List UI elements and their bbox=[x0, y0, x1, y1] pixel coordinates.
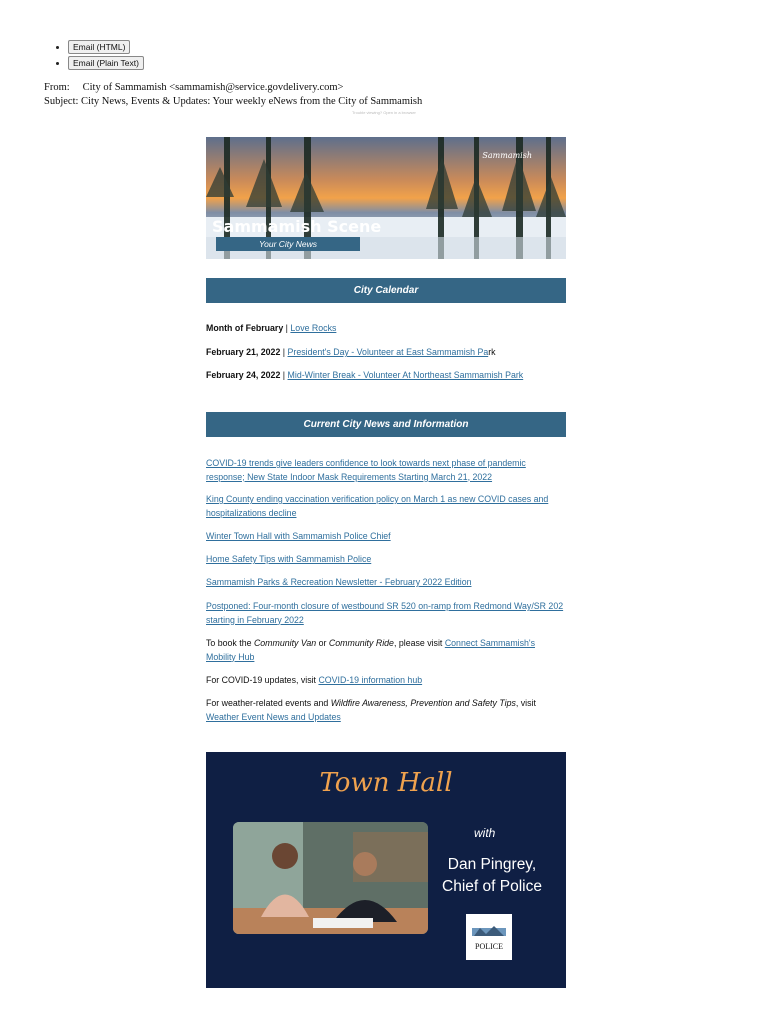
van-em: Community Ride bbox=[328, 638, 394, 648]
news-link[interactable]: King County ending vaccination verification policy on March 1 as new COVID cases and hospitalizations decline bbox=[206, 494, 549, 518]
weather-em: Wildfire Awareness, Prevention and Safety Tips bbox=[330, 698, 516, 708]
police-logo-icon bbox=[466, 914, 512, 960]
calendar-item: February 21, 2022 | President's Day - Volunteer at East Sammamish Park bbox=[206, 347, 496, 357]
covid-paragraph bbox=[206, 674, 566, 688]
news-link[interactable]: Home Safety Tips with Sammamish Police bbox=[206, 554, 372, 564]
news-link[interactable]: COVID-19 trends give leaders confidence to look towards next phase of pandemic response; New State Indoor Mask Requirements Starting March 21, 2022 bbox=[206, 458, 526, 482]
covid-text: For COVID-19 updates, visit bbox=[206, 675, 319, 685]
calendar-heading: City Calendar bbox=[206, 278, 566, 303]
police-badge bbox=[466, 914, 512, 960]
weather-text: For weather-related events and bbox=[206, 698, 331, 708]
van-em: Community Van bbox=[253, 638, 317, 648]
mobility-hub-link[interactable]: Connect Sammamish's Mobility Hub bbox=[206, 638, 535, 662]
subject-label: Subject: bbox=[44, 96, 79, 107]
calendar-date: Month of February bbox=[206, 323, 284, 333]
from-value: City of Sammamish <sammamish@service.govdelivery.com> bbox=[82, 82, 344, 93]
weather-link[interactable]: Weather Event News and Updates bbox=[206, 711, 341, 722]
calendar-date: February 21, 2022 bbox=[206, 347, 281, 357]
photo-image bbox=[233, 822, 428, 934]
calendar-date: February 24, 2022 bbox=[206, 370, 281, 380]
community-van-paragraph bbox=[206, 637, 566, 664]
from-label: From: bbox=[44, 82, 70, 93]
town-hall-graphic[interactable] bbox=[206, 752, 566, 988]
news-item bbox=[206, 576, 566, 590]
with-text: with bbox=[474, 826, 496, 840]
weather-text: , visit bbox=[515, 698, 536, 708]
banner-subtitle: Your City News bbox=[216, 237, 360, 251]
calendar-item: February 24, 2022 | Mid-Winter Break - Volunteer At Northeast Sammamish Park bbox=[206, 370, 524, 380]
news-item bbox=[206, 553, 566, 567]
news-link[interactable]: Sammamish Parks & Recreation Newsletter - February 2022 Edition bbox=[206, 577, 472, 587]
news-item bbox=[206, 600, 566, 627]
city-logo: Sammamish bbox=[482, 151, 532, 160]
calendar-link[interactable]: Love Rocks bbox=[290, 323, 337, 333]
news-item bbox=[206, 457, 566, 484]
van-text: , please visit bbox=[393, 638, 445, 648]
town-hall-photo bbox=[233, 822, 428, 934]
van-text: or bbox=[316, 638, 329, 648]
list-item bbox=[68, 40, 144, 54]
calendar-link[interactable]: President's Day - Volunteer at East Sammamish Pa bbox=[287, 347, 489, 357]
subject-line bbox=[44, 96, 422, 107]
weather-paragraph bbox=[206, 697, 566, 724]
calendar-item: Month of February | Love Rocks bbox=[206, 323, 337, 333]
view-online-note: Trouble viewing? Open in a browser bbox=[352, 110, 416, 115]
news-heading: Current City News and Information bbox=[206, 412, 566, 437]
chief-title: Chief of Police bbox=[442, 878, 542, 895]
email-plain-text-button[interactable]: Email (Plain Text) bbox=[68, 56, 144, 70]
email-html-button[interactable]: Email (HTML) bbox=[68, 40, 130, 54]
calendar-suffix: rk bbox=[488, 347, 496, 357]
news-link[interactable]: Winter Town Hall with Sammamish Police Chief bbox=[206, 531, 391, 541]
email-format-list bbox=[44, 40, 144, 72]
news-item bbox=[206, 530, 566, 544]
calendar-link[interactable]: Mid-Winter Break - Volunteer At Northeast Sammamish Park bbox=[287, 370, 524, 380]
van-text: To book the bbox=[206, 638, 254, 648]
from-line bbox=[44, 82, 343, 93]
newsletter-banner bbox=[206, 137, 566, 259]
chief-name: Dan Pingrey, bbox=[447, 856, 537, 873]
town-hall-title: Town Hall bbox=[319, 768, 453, 798]
banner-title: Sammamish Scene bbox=[212, 217, 382, 236]
subject-value: City News, Events & Updates: Your weekly eNews from the City of Sammamish bbox=[81, 96, 423, 107]
covid-hub-link[interactable]: COVID-19 information hub bbox=[318, 675, 423, 685]
list-item bbox=[68, 56, 144, 70]
news-link[interactable]: Postponed: Four-month closure of westbound SR 520 on-ramp from Redmond Way/SR 202 starting in February 2022 bbox=[206, 601, 564, 625]
news-item bbox=[206, 493, 566, 520]
police-badge-text: POLICE bbox=[475, 942, 503, 951]
